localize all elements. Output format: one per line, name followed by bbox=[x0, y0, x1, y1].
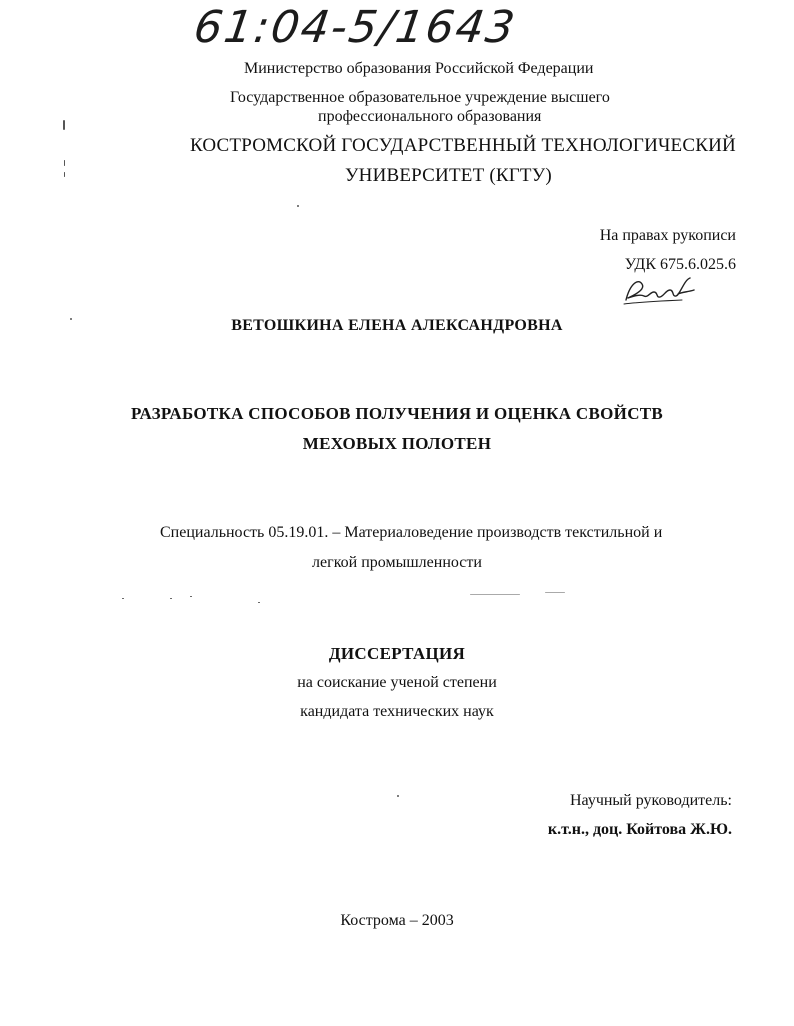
institution-line-2: профессионального образования bbox=[318, 108, 542, 125]
scan-speck bbox=[545, 592, 565, 593]
institution-line-1: Государственное образовательное учреждение высшего bbox=[230, 89, 610, 106]
scan-speck bbox=[63, 120, 65, 130]
specialty-line-1: Специальность 05.19.01. – Материаловедение производств текстильной и bbox=[160, 524, 663, 541]
supervisor-name: к.т.н., доц. Койтова Ж.Ю. bbox=[547, 821, 732, 838]
specialty-line-2: легкой промышленности bbox=[312, 554, 482, 571]
udk-code: УДК 675.6.025.6 bbox=[624, 256, 736, 273]
supervisor-label: Научный руководитель: bbox=[569, 792, 732, 809]
university-name-line-1: КОСТРОМСКОЙ ГОСУДАРСТВЕННЫЙ ТЕХНОЛОГИЧЕСКИЙ bbox=[190, 135, 736, 156]
scan-speck bbox=[190, 596, 192, 597]
dissertation-title-line-2: МЕХОВЫХ ПОЛОТЕН bbox=[302, 434, 492, 453]
scan-speck bbox=[64, 160, 65, 166]
manuscript-rights-label: На правах рукописи bbox=[599, 227, 736, 244]
university-name-line-2: УНИВЕРСИТЕТ (КГТУ) bbox=[345, 165, 552, 186]
scan-speck bbox=[64, 172, 65, 177]
degree-line-1: на соискание ученой степени bbox=[297, 674, 497, 691]
scan-speck bbox=[397, 795, 399, 797]
scan-speck bbox=[70, 318, 72, 320]
scan-speck bbox=[258, 602, 260, 603]
archive-stamp-code: 61:04-5/1643 bbox=[190, 2, 520, 53]
degree-line-2: кандидата технических наук bbox=[300, 703, 494, 720]
dissertation-title-line-1: РАЗРАБОТКА СПОСОБОВ ПОЛУЧЕНИЯ И ОЦЕНКА СВОЙСТВ bbox=[130, 404, 664, 423]
handwritten-signature bbox=[620, 270, 700, 310]
ministry-line: Министерство образования Российской Федерации bbox=[244, 60, 594, 77]
scan-speck bbox=[122, 598, 124, 599]
scan-speck bbox=[170, 598, 172, 599]
scan-speck bbox=[470, 594, 520, 595]
scan-speck bbox=[297, 205, 299, 207]
dissertation-heading: ДИССЕРТАЦИЯ bbox=[328, 644, 466, 663]
city-year: Кострома – 2003 bbox=[340, 912, 454, 929]
author-name: ВЕТОШКИНА ЕЛЕНА АЛЕКСАНДРОВНА bbox=[231, 317, 563, 334]
